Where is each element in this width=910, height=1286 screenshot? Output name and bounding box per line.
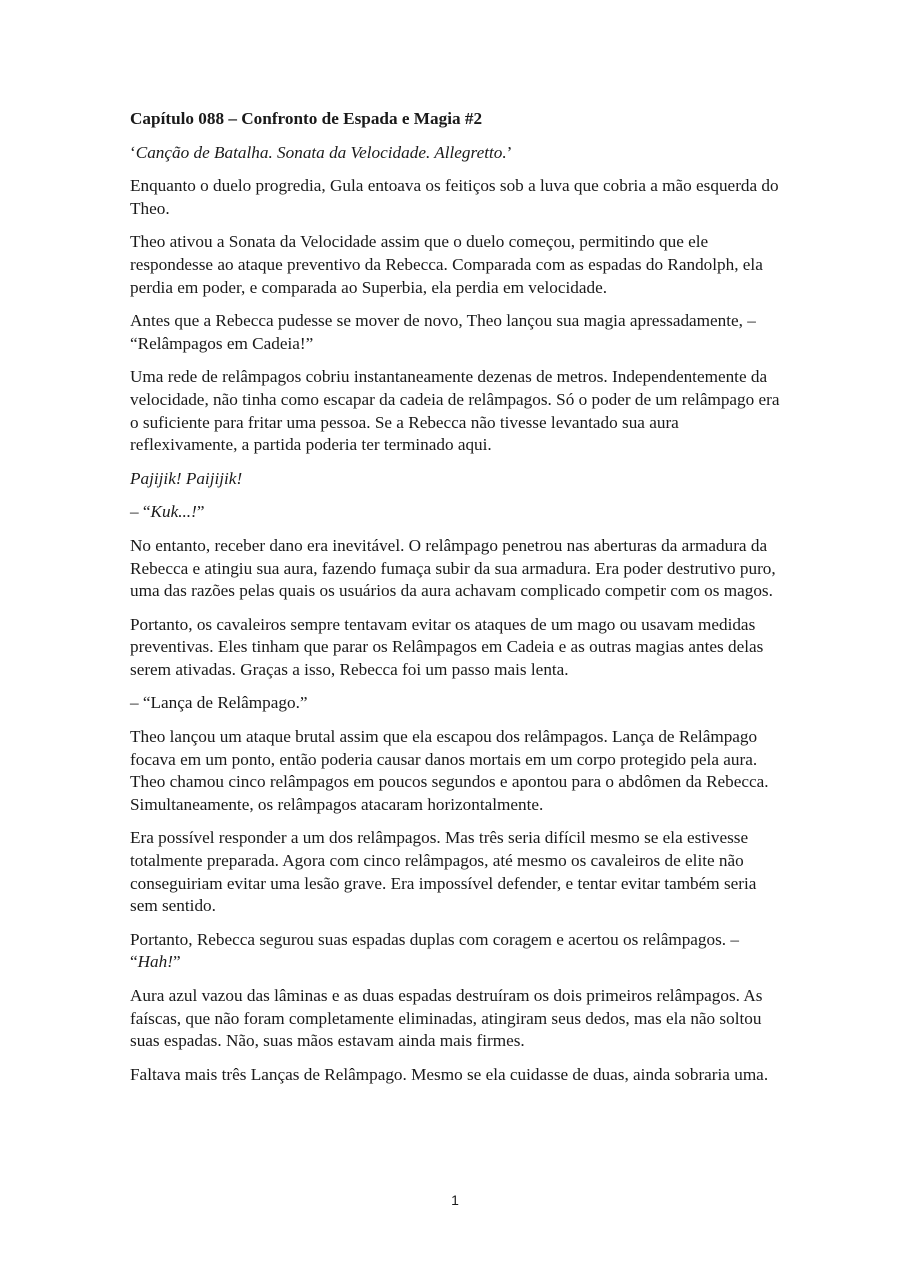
close-quote: ’ [506,142,513,162]
paragraph-10: – “Lança de Relâmpago.” [130,693,308,713]
song-italic-text: Canção de Batalha. Sonata da Velocidade. Allegretto. [135,142,507,162]
paragraph-2: Enquanto o duelo progredia, Gula entoava os feitiços sob a luva que cobria a mão esquerda do Theo. [130,176,779,218]
paragraph-9: Portanto, os cavaleiros sempre tentavam evitar os ataques de um mago ou usavam medidas preventivas. Eles tinham que parar os Relâmpagos em Cadeia e as outras magias antes delas serem ativadas. Graças a isso, Rebecca foi um passo mais lenta. [130,614,764,679]
page-number: 1 [451,1192,459,1208]
paragraph-kuk [130,501,785,524]
paragraph-13 [130,929,785,974]
paragraph-8: No entanto, receber dano era inevitável. O relâmpago penetrou nas aberturas da armadura da Rebecca e atingiu sua aura, fazendo fumaça subir da sua armadura. Era poder destrutivo puro, uma das razões pelas quais os usuários da aura achavam complicado competir com os magos. [130,535,776,601]
paragraph-song [130,142,785,165]
paragraph-13-close: ” [172,952,181,972]
chapter-title: Capítulo 088 – Confronto de Espada e Magia #2 [130,109,483,128]
kuk-italic: Kuk...! [150,502,197,522]
document-body [130,108,785,1097]
paragraph-15: Faltava mais três Lanças de Relâmpago. Mesmo se ela cuidasse de duas, ainda sobraria uma. [130,1064,769,1084]
hah-italic: Hah! [137,952,173,972]
paragraph-13-text: Portanto, Rebecca segurou suas espadas duplas com coragem e acertou os relâmpagos. – “ [130,929,739,972]
dialog-suffix: ” [196,502,205,522]
open-quote: ‘ [130,142,136,162]
paragraph-3: Theo ativou a Sonata da Velocidade assim que o duelo começou, permitindo que ele respondesse ao ataque preventivo da Rebecca. Comparada com as espadas do Randolph, ela perdia em poder, e comparada ao Superbia, ela perdia em velocidade. [130,232,763,297]
paragraph-sound-effect: Pajijik! Paijijik! [130,468,243,488]
paragraph-4: Antes que a Rebecca pudesse se mover de novo, Theo lançou sua magia apressadamente, – “Relâmpagos em Cadeia!” [130,311,756,353]
paragraph-5: Uma rede de relâmpagos cobriu instantaneamente dezenas de metros. Independentemente da velocidade, não tinha como escapar da cadeia de relâmpagos. Só o poder de um relâmpago era o suficiente para fritar uma pessoa. Se a Rebecca não tivesse levantado sua aura reflexivamente, a partida poderia ter terminado aqui. [130,367,780,455]
paragraph-14: Aura azul vazou das lâminas e as duas espadas destruíram os dois primeiros relâmpagos. As faíscas, que não foram completamente eliminadas, atingiram seus dedos, mas ela não soltou suas espadas. Não, suas mãos estavam ainda mais firmes. [130,986,763,1051]
paragraph-11: Theo lançou um ataque brutal assim que ela escapou dos relâmpagos. Lança de Relâmpago focava em um ponto, então poderia causar danos mortais em um corpo protegido pela aura. Theo chamou cinco relâmpagos em poucos segundos e apontou para o abdômen da Rebecca. Simultaneamente, os relâmpagos atacaram horizontalmente. [130,727,769,814]
paragraph-12: Era possível responder a um dos relâmpagos. Mas três seria difícil mesmo se ela estivesse totalmente preparada. Agora com cinco relâmpagos, até mesmo os cavaleiros de elite não conseguiriam evitar uma lesão grave. Era impossível defender, e tentar evitar também seria sem sentido. [130,828,757,916]
dialog-prefix: – “ [130,502,151,522]
